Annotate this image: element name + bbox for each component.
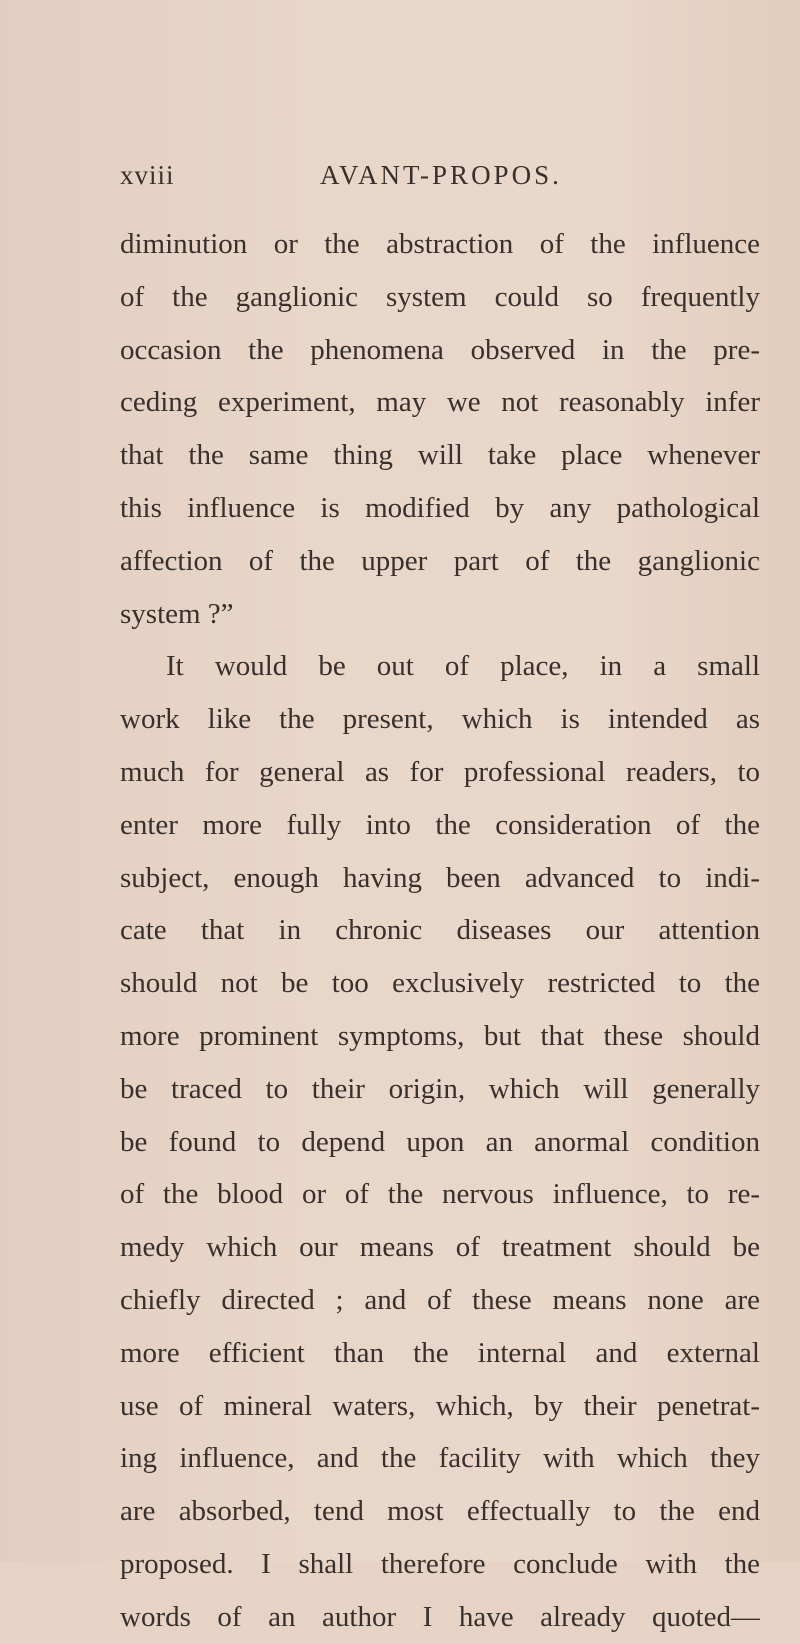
text-line: medy which our means of treatment should be: [120, 1231, 760, 1264]
text-line: much for general as for professional readers, to: [120, 755, 760, 788]
text-line: of the ganglionic system could so frequently: [120, 280, 760, 313]
text-line: chiefly directed ; and of these means none are: [120, 1283, 760, 1316]
text-line: subject, enough having been advanced to indi-: [120, 861, 760, 894]
text-line: affection of the upper part of the ganglionic: [120, 544, 760, 577]
text-line: more efficient than the internal and external: [120, 1336, 760, 1369]
text-line: this influence is modified by any pathological: [120, 491, 760, 524]
body-text: [120, 218, 760, 1644]
text-line: more prominent symptoms, but that these should: [120, 1019, 760, 1052]
text-line: of the blood or of the nervous influence, to re-: [120, 1178, 760, 1211]
text-line: system ?”: [120, 597, 234, 630]
text-line: use of mineral waters, which, by their penetrat-: [120, 1389, 760, 1422]
text-line: be found to depend upon an anormal condition: [120, 1125, 760, 1158]
text-line: It would be out of place, in a small: [166, 650, 760, 683]
text-line: cate that in chronic diseases our attention: [120, 914, 760, 947]
text-line: ing influence, and the facility with which they: [120, 1442, 760, 1475]
text-line: enter more fully into the consideration of the: [120, 808, 760, 841]
text-line: proposed. I shall therefore conclude with the: [120, 1547, 760, 1580]
running-head: AVANT-PROPOS.: [320, 160, 562, 190]
page-number: xviii: [120, 160, 175, 190]
text-line: should not be too exclusively restricted to the: [120, 967, 760, 1000]
text-line: diminution or the abstraction of the influence: [120, 228, 760, 260]
text-line: occasion the phenomena observed in the pre-: [120, 333, 760, 366]
text-line: that the same thing will take place whenever: [120, 439, 760, 472]
text-line: ceding experiment, may we not reasonably infer: [120, 386, 760, 419]
text-line: be traced to their origin, which will generally: [120, 1072, 760, 1105]
text-line: work like the present, which is intended as: [120, 703, 760, 736]
text-line: words of an author I have already quoted—: [120, 1600, 760, 1633]
page-header: [120, 160, 760, 200]
text-line: are absorbed, tend most effectually to the end: [120, 1495, 760, 1528]
